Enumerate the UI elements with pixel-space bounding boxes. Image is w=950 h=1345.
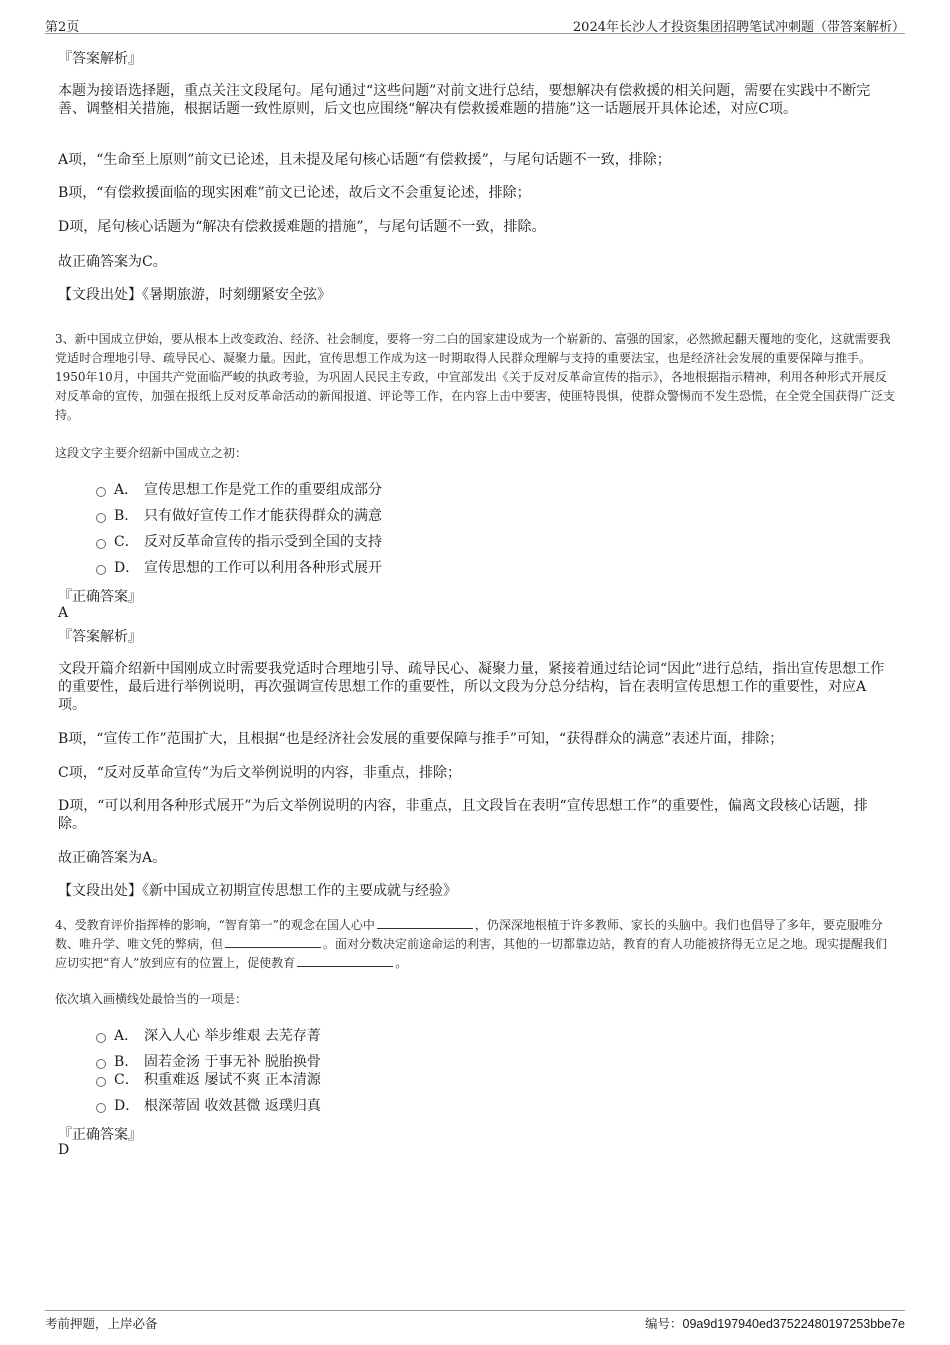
q3-analysis-option-b: B项，“宣传工作”范围扩大，且根据“也是经济社会发展的重要保障与推手”可知，“获得群众的满意”表述片面，排除； — [58, 731, 784, 747]
q3-analysis-option-c: C项，“反对反革命宣传”为后文举例说明的内容，非重点，排除； — [58, 765, 462, 781]
option-letter: A． — [114, 482, 139, 498]
option-text: 反对反革命宣传的指示受到全国的支持 — [144, 534, 382, 550]
option-letter: B. — [114, 1054, 129, 1070]
option-text: 深入人心 举步维艰 去芜存菁 — [144, 1028, 321, 1044]
fill-blank-3 — [297, 954, 393, 967]
q4-option-c[interactable] — [96, 1071, 321, 1089]
radio-button[interactable] — [96, 1103, 106, 1113]
radio-button[interactable] — [96, 539, 106, 549]
option-letter: C． — [114, 1072, 139, 1088]
option-letter: B. — [114, 508, 129, 524]
footer-slogan: 考前押题，上岸必备 — [45, 1316, 158, 1331]
option-text: 固若金汤 于事无补 脱胎换骨 — [144, 1054, 321, 1070]
q4-text-part-4: 。 — [395, 956, 408, 970]
option-text: 只有做好宣传工作才能获得群众的满意 — [144, 508, 382, 524]
q4-answer: D — [58, 1142, 70, 1158]
q3-option-b[interactable] — [96, 507, 382, 525]
q3-option-d[interactable] — [96, 559, 382, 577]
option-text: 宣传思想工作是党工作的重要组成部分 — [144, 482, 382, 498]
q3-analysis-paragraph: 文段开篇介绍新中国刚成立时需要我党适时合理地引导、疏导民心、凝聚力量，紧接着通过结论词“因此”进行总结，指出宣传思想工作的重要性，最后进行举例说明，再次强调宣传思想工作的重要性，所以文段为分总分结构，旨在表明宣传思想工作的重要性，对应A项。 — [58, 661, 885, 713]
footer-divider — [45, 1310, 905, 1311]
code-label: 编号： — [645, 1316, 683, 1331]
q3-option-a[interactable] — [96, 481, 382, 499]
radio-button[interactable] — [96, 1033, 106, 1043]
q3-answer: A — [58, 605, 69, 621]
q4-option-a[interactable] — [96, 1027, 321, 1045]
option-text: 根深蒂固 收效甚微 返璞归真 — [144, 1098, 321, 1114]
fill-blank-1 — [377, 916, 473, 929]
q3-analysis-option-d: D项，“可以利用各种形式展开”为后文举例说明的内容，非重点，且文段旨在表明“宣传思想工作”的重要性，偏离文段核心话题，排除。 — [58, 798, 868, 832]
q4-option-b[interactable] — [96, 1053, 321, 1071]
code-value: 09a9d197940ed37522480197253bbe7e — [682, 1317, 905, 1331]
option-letter: C． — [114, 534, 139, 550]
radio-button[interactable] — [96, 565, 106, 575]
q3-option-c[interactable] — [96, 533, 382, 551]
header-divider — [45, 33, 905, 34]
document-title: 2024年长沙人才投资集团招聘笔试冲刺题（带答案解析） — [572, 20, 905, 35]
q4-option-d[interactable] — [96, 1097, 321, 1115]
q2-analysis-option-a: A项，“生命至上原则”前文已论述，且未提及尾句核心话题“有偿救援”，与尾句话题不一致，排除； — [58, 152, 671, 168]
option-text: 宣传思想的工作可以利用各种形式展开 — [144, 560, 382, 576]
q4-prompt: 依次填入画横线处最恰当的一项是： — [55, 992, 248, 1006]
option-text: 积重难返 屡试不爽 正本清源 — [144, 1072, 321, 1088]
page-number: 第2页 — [45, 20, 80, 35]
q3-analysis-tag: 『答案解析』 — [58, 629, 142, 645]
q2-analysis-option-d: D项，尾句核心话题为“解决有偿救援难题的措施”，与尾句话题不一致，排除。 — [58, 219, 546, 235]
q4-text-part-2: ，仍深深地根植于许多教师、家长的头脑中。我们也倡导了多年，要克服唯分数、唯升学、唯文凭的弊病，但 — [55, 918, 883, 951]
q2-analysis-paragraph: 本题为接语选择题，重点关注文段尾句。尾句通过“这些问题”对前文进行总结，要想解决有偿救援的相关问题，需要在实践中不断完善、调整相关措施，根据话题一致性原则，后文也应围绕“解决有偿救援难题的措施”这一话题展开具体论述，对应C项。 — [58, 83, 871, 117]
q4-text-part-1: 4、受教育评价指挥棒的影响，“智育第一”的观念在国人心中 — [55, 918, 375, 932]
q4-answer-tag: 『正确答案』 — [58, 1127, 142, 1143]
q4-question-text — [55, 916, 895, 973]
radio-button[interactable] — [96, 513, 106, 523]
q2-analysis-option-b: B项，“有偿救援面临的现实困难”前文已论述，故后文不会重复论述，排除； — [58, 185, 531, 201]
q2-conclusion: 故正确答案为C。 — [58, 254, 167, 270]
q3-prompt: 这段文字主要介绍新中国成立之初： — [55, 446, 248, 460]
q2-analysis-tag: 『答案解析』 — [58, 51, 142, 67]
q3-conclusion: 故正确答案为A。 — [58, 850, 167, 866]
fill-blank-2 — [225, 935, 321, 948]
q3-source: 【文段出处】《新中国成立初期宣传思想工作的主要成就与经验》 — [58, 883, 457, 899]
radio-button[interactable] — [96, 1077, 106, 1087]
radio-button[interactable] — [96, 1059, 106, 1069]
q2-source: 【文段出处】《暑期旅游，时刻绷紧安全弦》 — [58, 287, 331, 303]
option-letter: A． — [114, 1028, 139, 1044]
radio-button[interactable] — [96, 487, 106, 497]
option-letter: D． — [114, 1098, 140, 1114]
option-letter: D． — [114, 560, 140, 576]
q3-answer-tag: 『正确答案』 — [58, 589, 142, 605]
q3-question-text: 3、新中国成立伊始，要从根本上改变政治、经济、社会制度，要将一穷二白的国家建设成为一个崭新的、富强的国家，必然掀起翻天覆地的变化，这就需要我党适时合理地引导、疏导民心、凝聚力量。因此，宣传思想工作成为这一时期取得人民群众理解与支持的重要法宝，也是经济社会发展的重要保障与推手。1950年10月，中国共产党面临严峻的执政考验，为巩固人民民主专政，中宣部发出《关于反对反革命宣传的指示》，各地根据指示精神，利用各种形式开展反对反革命的宣传，加强在报纸上反对反革命活动的新闻报道、评论等工作，在内容上击中要害，使匪特畏惧，使群众警惕而不发生恐慌，在全党全国获得广泛支持。 — [55, 332, 896, 422]
footer-code — [645, 1314, 905, 1332]
q4-text-part-3: 。面对分数决定前途命运的利害，其他的一切都靠边站，教育的育人功能被挤得无立足之地。现实提醒我们应切实把“育人”放到应有的位置上，促使教育 — [55, 937, 888, 970]
